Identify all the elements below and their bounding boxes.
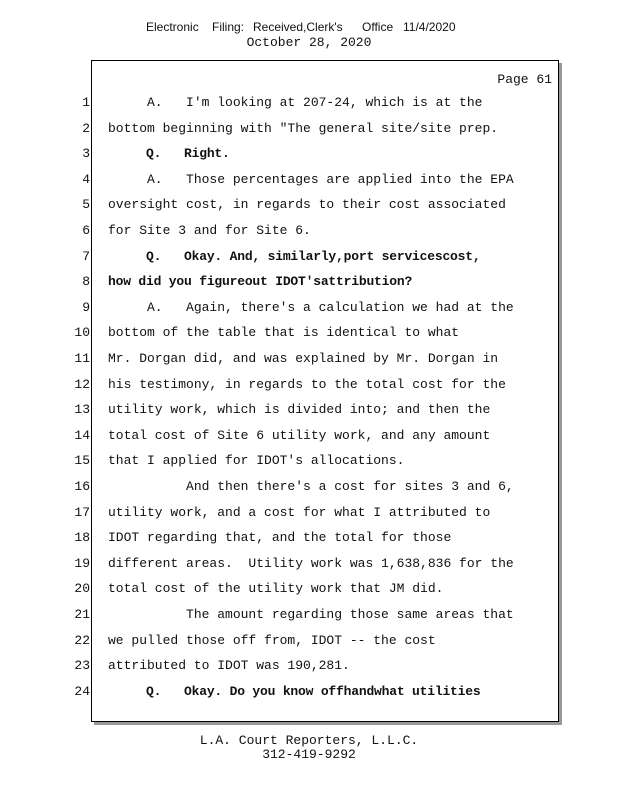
transcript-line: bottom beginning with "The general site/site prep. [108,121,499,136]
line-number: 9 [82,300,90,315]
transcript-line: attributed to IDOT was 190,281. [108,658,350,673]
transcript-line: bottom of the table that is identical to what [108,325,460,340]
transcript-line: A. Again, there's a calculation we had at the [108,300,514,315]
line-number: 5 [82,197,90,212]
filing-label: Filing: [212,20,245,34]
deposition-date: October 28, 2020 [246,35,372,50]
line-number: 19 [74,556,90,571]
transcript-line: total cost of Site 6 utility work, and any amount [108,428,491,443]
transcript-line: IDOT regarding that, and the total for those [108,530,452,545]
line-number: 17 [74,505,90,520]
transcript-line: Mr. Dorgan did, and was explained by Mr. Dorgan in [108,351,499,366]
transcript-line: Q. Right. [108,146,230,161]
line-number: 13 [74,402,90,417]
line-number: 14 [74,428,90,443]
line-number: 23 [74,658,90,673]
transcript-line: his testimony, in regards to the total cost for the [108,377,506,392]
filing-stamp-date: 11/4/2020 [403,20,456,34]
line-number: 24 [74,684,90,699]
line-number: 8 [82,274,90,289]
line-number: 12 [74,377,90,392]
transcript-line: we pulled those off from, IDOT -- the cost [108,633,436,648]
transcript-line: A. Those percentages are applied into the EPA [108,172,514,187]
filing-received: Received,Clerk's [253,20,343,34]
filing-office: Office [362,20,394,34]
transcript-line: total cost of the utility work that JM did. [108,581,444,596]
line-number: 22 [74,633,90,648]
transcript-line: A. I'm looking at 207-24, which is at the [108,95,483,110]
transcript-line: oversight cost, in regards to their cost associated [108,197,506,212]
transcript-line: that I applied for IDOT's allocations. [108,453,405,468]
transcript-line: utility work, and a cost for what I attributed to [108,505,491,520]
transcript-line: Q. Okay. Do you know offhandwhat utilities [108,684,481,699]
line-number: 21 [74,607,90,622]
footer-phone: 312-419-9292 [262,747,356,762]
line-number: 20 [74,581,90,596]
transcript-line: Q. Okay. And, similarly,port servicescost, [108,249,481,264]
transcript-line: different areas. Utility work was 1,638,836 for the [108,556,514,571]
line-number: 6 [82,223,90,238]
line-number: 3 [82,146,90,161]
transcript-line: utility work, which is divided into; and then the [108,402,491,417]
line-number: 7 [82,249,90,264]
line-number: 4 [82,172,90,187]
transcript-line: for Site 3 and for Site 6. [108,223,311,238]
transcript-line: And then there's a cost for sites 3 and 6, [108,479,514,494]
line-number: 2 [82,121,90,136]
footer-company: L.A. Court Reporters, L.L.C. [199,733,419,748]
transcript-line: The amount regarding those same areas that [108,607,514,622]
filing-electronic: Electronic [146,20,199,34]
line-number: 10 [74,325,90,340]
line-number: 15 [74,453,90,468]
transcript-line: how did you figureout IDOT'sattribution? [108,274,413,289]
line-number: 1 [82,95,90,110]
filing-stamp [0,20,618,36]
line-number: 11 [74,351,90,366]
line-number: 16 [74,479,90,494]
page-number: Page 61 [497,72,552,87]
line-number: 18 [74,530,90,545]
